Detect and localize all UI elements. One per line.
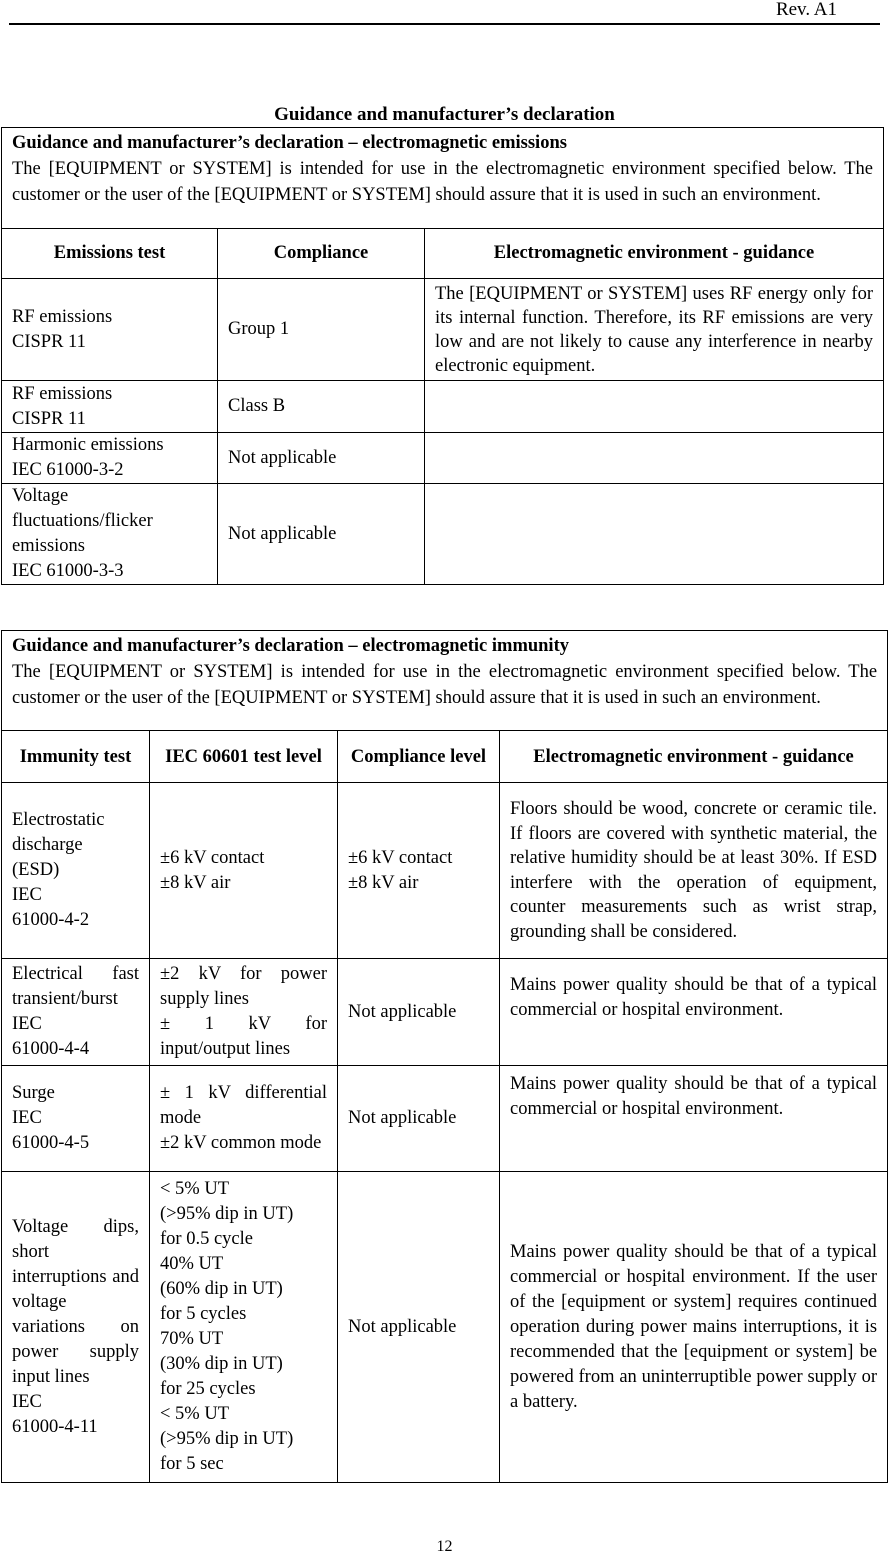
cell-line: ±8 kV air: [160, 872, 231, 893]
immunity-table: [1, 630, 888, 1483]
column-header: Electromagnetic environment - guidance: [500, 731, 888, 783]
cell-line: CISPR 11: [12, 331, 86, 352]
compliance-cell: Group 1: [218, 279, 425, 381]
table-row: [2, 783, 888, 959]
cell-line: 61000-4-5: [12, 1133, 90, 1153]
compliance-cell: [338, 783, 500, 959]
compliance-cell: Class B: [218, 381, 425, 433]
cell-line: Electrical fast transient/burst: [12, 964, 139, 1009]
test-level-cell: [150, 783, 338, 959]
immunity-column-headers: [2, 731, 888, 783]
immunity-test-cell: [2, 1172, 150, 1483]
guidance-cell: Mains power quality should be that of a typical commercial or hospital environment. If the user of the [equipment or system] requires continued operation during power mains interruptions, it is recommended that the [equipment or system] be powered from an uninterruptible power supply or a battery.: [500, 1172, 888, 1483]
table-row: [2, 433, 884, 484]
cell-line: 61000-4-4: [12, 1039, 90, 1059]
immunity-intro: The [EQUIPMENT or SYSTEM] is intended for use in the electromagnetic environment specified below. The customer or the user of the [EQUIPMENT or SYSTEM] should assure that it is used in such an environment.: [12, 662, 878, 708]
column-header: IEC 60601 test level: [150, 731, 338, 783]
cell-line: Electrostatic: [12, 810, 105, 830]
compliance-cell: Not applicable: [218, 433, 425, 484]
cell-line: IEC: [12, 1391, 42, 1412]
emissions-test-cell: [2, 381, 218, 433]
cell-line: Not applicable: [348, 1108, 457, 1128]
emissions-test-cell: [2, 484, 218, 585]
table-row: [2, 381, 884, 433]
revision-label: Rev. A1: [775, 0, 837, 20]
cell-line: < 5% UT: [160, 1179, 230, 1199]
cell-line: IEC: [12, 1014, 42, 1034]
guidance-cell: [425, 484, 884, 585]
cell-line: ±2 kV for power supply lines: [160, 964, 327, 1009]
table-row: [2, 959, 888, 1066]
cell-line: for 5 sec: [160, 1454, 224, 1474]
header-rule: [9, 23, 880, 25]
test-level-cell: [150, 1066, 338, 1172]
cell-line: 61000-4-11: [12, 1416, 98, 1437]
immunity-test-cell: [2, 783, 150, 959]
cell-line: (>95% dip in UT): [160, 1204, 294, 1224]
cell-line: 70% UT: [160, 1329, 224, 1349]
column-header: Compliance: [218, 229, 425, 279]
cell-line: IEC 61000-3-3: [12, 561, 124, 581]
immunity-heading: Guidance and manufacturer’s declaration – electromagnetic immunity: [12, 636, 569, 656]
table-row: [2, 1172, 888, 1483]
immunity-intro-cell: [2, 631, 888, 731]
cell-line: IEC: [12, 885, 42, 905]
cell-line: ±8 kV air: [348, 872, 419, 893]
cell-line: ±6 kV contact: [160, 847, 265, 868]
cell-line: Not applicable: [348, 1001, 457, 1022]
cell-line: (30% dip in UT): [160, 1354, 283, 1374]
cell-line: ± 1 kV for input/output lines: [160, 1014, 327, 1059]
emissions-heading: Guidance and manufacturer’s declaration – electromagnetic emissions: [12, 133, 567, 153]
cell-line: ±6 kV contact: [348, 847, 453, 868]
cell-line: fluctuations/flicker: [12, 511, 153, 531]
cell-line: Voltage dips, short interruptions and voltage variations on power supply input lines: [12, 1216, 139, 1387]
emissions-intro-cell: [2, 128, 884, 229]
cell-line: Harmonic emissions: [12, 435, 164, 455]
cell-line: RF emissions: [12, 306, 113, 327]
test-level-cell: [150, 1172, 338, 1483]
immunity-header-row: [2, 631, 888, 731]
guidance-cell: The [EQUIPMENT or SYSTEM] uses RF energy only for its internal function. Therefore, its RF emissions are very low and are not likely to cause any interference in nearby electronic equipment.: [425, 279, 884, 381]
cell-line: 61000-4-2: [12, 910, 90, 930]
cell-line: for 25 cycles: [160, 1379, 256, 1399]
column-header: Electromagnetic environment - guidance: [425, 229, 884, 279]
guidance-cell: Floors should be wood, concrete or ceramic tile. If floors are covered with synthetic material, the relative humidity should be at least 30%. If ESD interfere with the operation of equipment, counter measurements such as wrist strap, grounding shall be considered.: [500, 783, 888, 959]
cell-line: < 5% UT: [160, 1404, 230, 1424]
cell-line: IEC 61000-3-2: [12, 460, 124, 480]
cell-line: (60% dip in UT): [160, 1279, 283, 1299]
cell-line: IEC: [12, 1108, 42, 1128]
emissions-header-row: [2, 128, 884, 229]
cell-line: ± 1 kV differential mode: [160, 1083, 327, 1128]
cell-line: RF emissions: [12, 383, 113, 404]
table-row: [2, 279, 884, 381]
page-number: 12: [436, 1538, 453, 1555]
table-row: [2, 1066, 888, 1172]
cell-line: CISPR 11: [12, 408, 86, 429]
cell-line: 40% UT: [160, 1254, 224, 1274]
emissions-intro: The [EQUIPMENT or SYSTEM] is intended for use in the electromagnetic environment specified below. The customer or the user of the [EQUIPMENT or SYSTEM] should assure that it is used in such an environment.: [12, 159, 873, 205]
emissions-table: [1, 127, 884, 585]
cell-line: discharge: [12, 835, 83, 855]
guidance-cell: [425, 381, 884, 433]
immunity-test-cell: [2, 959, 150, 1066]
compliance-cell: [338, 1066, 500, 1172]
cell-line: emissions: [12, 536, 85, 556]
compliance-cell: [338, 1172, 500, 1483]
emissions-test-cell: [2, 433, 218, 484]
cell-line: for 0.5 cycle: [160, 1229, 253, 1249]
compliance-cell: Not applicable: [218, 484, 425, 585]
emissions-test-cell: [2, 279, 218, 381]
cell-line: ±2 kV common mode: [160, 1133, 322, 1153]
column-header: Emissions test: [2, 229, 218, 279]
cell-line: Not applicable: [348, 1316, 457, 1337]
column-header: Immunity test: [2, 731, 150, 783]
page-title: Guidance and manufacturer’s declaration: [274, 104, 615, 125]
column-header: Compliance level: [338, 731, 500, 783]
emissions-column-headers: [2, 229, 884, 279]
guidance-cell: [425, 433, 884, 484]
test-level-cell: [150, 959, 338, 1066]
cell-line: (>95% dip in UT): [160, 1429, 294, 1449]
compliance-cell: [338, 959, 500, 1066]
cell-line: (ESD): [12, 860, 60, 880]
table-row: [2, 484, 884, 585]
cell-line: Voltage: [12, 486, 69, 506]
immunity-test-cell: [2, 1066, 150, 1172]
guidance-cell: Mains power quality should be that of a typical commercial or hospital environment.: [500, 1066, 888, 1172]
cell-line: for 5 cycles: [160, 1304, 247, 1324]
guidance-cell: Mains power quality should be that of a typical commercial or hospital environment.: [500, 959, 888, 1066]
cell-line: Surge: [12, 1083, 55, 1103]
